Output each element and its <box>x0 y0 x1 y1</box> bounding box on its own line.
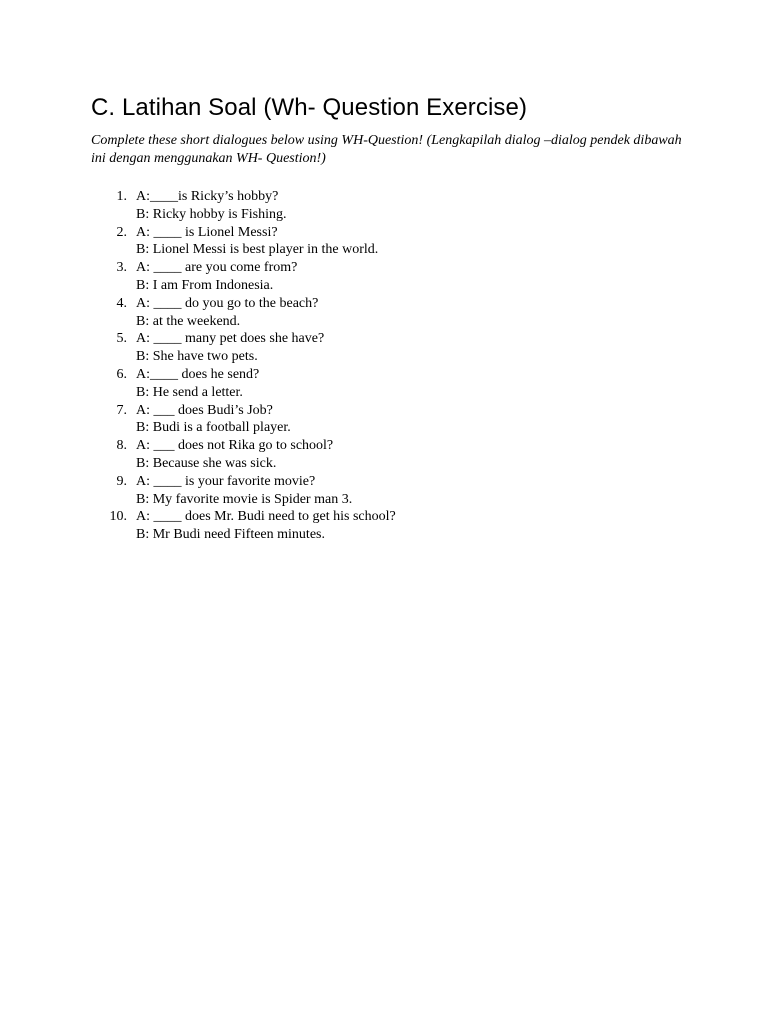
item-number: 2. <box>116 224 127 240</box>
item-number: 8. <box>116 438 127 454</box>
item-number: 1. <box>116 189 127 204</box>
list-item <box>91 330 728 366</box>
page-title: C. Latihan Soal (Wh- Question Exercise) <box>91 94 528 121</box>
question-line: A: ____ are you come from? <box>136 260 298 276</box>
question-line: A: ___ does Budi’s Job? <box>136 402 273 418</box>
question-line: A: ____ do you go to the beach? <box>136 295 319 311</box>
answer-line: B: My favorite movie is Spider man 3. <box>136 491 353 507</box>
question-line: A:____is Ricky’s hobby? <box>136 189 279 204</box>
answer-line: B: Mr Budi need Fifteen minutes. <box>136 527 325 543</box>
item-number: 6. <box>116 366 127 382</box>
question-line: A:____ does he send? <box>136 366 260 382</box>
question-line: A: ____ many pet does she have? <box>136 331 325 347</box>
list-item <box>91 224 728 260</box>
answer-line: B: I am From Indonesia. <box>136 277 274 293</box>
item-number: 5. <box>116 331 127 347</box>
list-item <box>91 188 728 224</box>
question-line: A: ___ does not Rika go to school? <box>136 438 334 454</box>
list-item <box>91 508 728 544</box>
list-item <box>91 402 728 438</box>
item-number: 9. <box>116 473 127 489</box>
instruction-text: Complete these short dialogues below using WH-Question! (Lengkapilah dialog –dialog pendek dibawah ini dengan menggunakan WH- Question!) <box>91 133 682 166</box>
answer-line: B: He send a letter. <box>136 384 243 400</box>
list-item <box>91 437 728 473</box>
item-number: 7. <box>116 402 127 418</box>
item-number: 10. <box>109 509 127 525</box>
question-line: A: ____ is Lionel Messi? <box>136 224 278 240</box>
answer-line: B: Lionel Messi is best player in the world. <box>136 242 379 258</box>
item-number: 3. <box>116 260 127 276</box>
list-item <box>91 259 728 295</box>
answer-line: B: Ricky hobby is Fishing. <box>136 206 287 222</box>
answer-line: B: at the weekend. <box>136 313 241 329</box>
answer-line: B: Because she was sick. <box>136 455 277 471</box>
item-number: 4. <box>116 295 127 311</box>
question-line: A: ____ does Mr. Budi need to get his school? <box>136 509 396 525</box>
answer-line: B: She have two pets. <box>136 349 258 365</box>
answer-line: B: Budi is a football player. <box>136 420 291 436</box>
exercise-list <box>91 188 728 544</box>
question-line: A: ____ is your favorite movie? <box>136 473 316 489</box>
list-item <box>91 366 728 402</box>
list-item <box>91 295 728 331</box>
list-item <box>91 473 728 509</box>
